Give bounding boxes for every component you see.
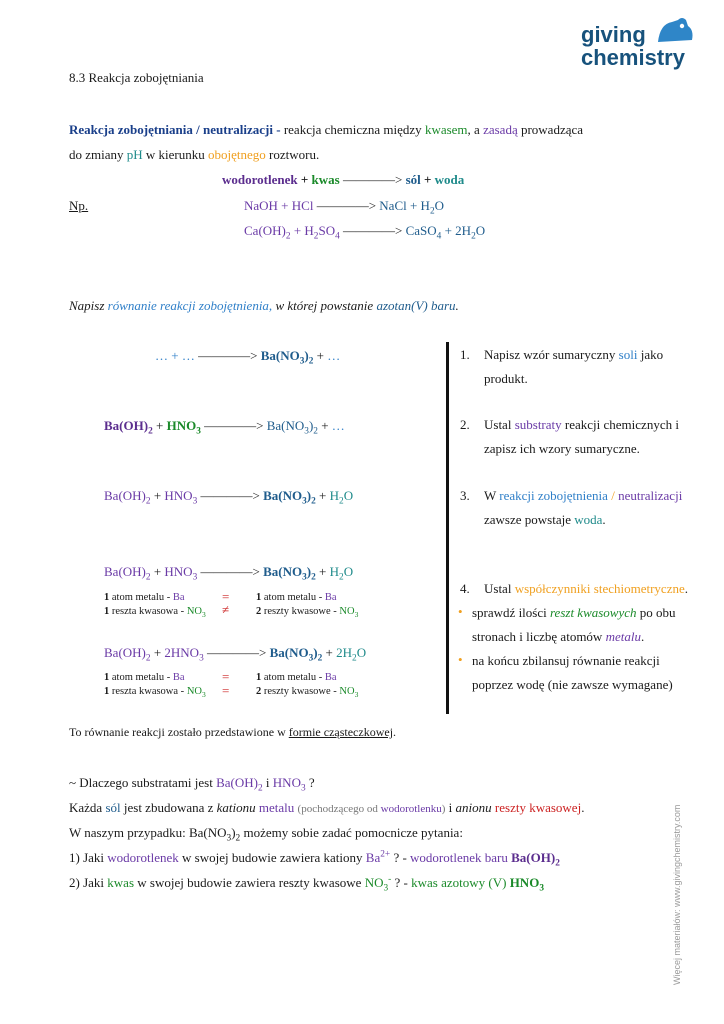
salt-structure-line: Każda sól jest zbudowana z kationu metalu (pochodzącego od wodorotlenku) i anionu reszty kwasowej.: [69, 800, 585, 815]
instruction-4-bullet-1-line-1: sprawdź ilości reszt kwasowych po obu: [472, 605, 676, 620]
instruction-1-line-2: produkt.: [484, 371, 528, 386]
step4b-atom-left: 1 atom metalu - Ba: [104, 672, 185, 683]
task-text: Napisz równanie reakcji zobojętnienia, w której powstanie azotan(V) baru.: [69, 298, 459, 313]
step4b-equal-sign-2: =: [222, 683, 230, 698]
question-1-line: 1) Jaki wodorotlenek w swojej budowie zawiera kationy $Ba^{2+}$ ? - wodorotlenek baru $Ba(OH)_2$: [69, 849, 560, 869]
step4a-notequal-sign: ≠: [222, 602, 230, 617]
scheme-sol: sól: [405, 172, 421, 187]
instruction-4-bullet-2-line-2: poprzez wodę (nie zawsze wymagane): [472, 677, 673, 692]
step4a-atom-right: 1 atom metalu - Ba: [256, 592, 337, 603]
eq2-arrow: ————>: [343, 223, 403, 238]
step4b-atom-right: 1 atom metalu - Ba: [256, 672, 337, 683]
step2-equation: $Ba(OH)_2 + HNO_3$ ————> $Ba(NO_3)_2$ + …: [104, 418, 345, 437]
section-title: 8.3 Reakcja zobojętniania: [69, 70, 204, 85]
instruction-3-line-1: W reakcji zobojętnienia / neutralizacji: [484, 488, 683, 503]
definition-line-1: [69, 122, 583, 138]
molecular-form-note: To równanie reakcji zostało przedstawione w formie cząsteczkowej.: [69, 725, 397, 739]
logo-chemistry: chemistry: [581, 45, 685, 70]
our-case-line: W naszym przypadku: $Ba(NO_3)_2$ możemy sobie zadać pomocnicze pytania:: [69, 825, 463, 844]
step4b-residue-right: 2 reszty kwasowe - $NO_3$: [256, 686, 359, 700]
scheme-kwas: kwas: [311, 172, 340, 187]
definition-text-3: do zmiany: [69, 147, 124, 162]
scheme-wodorotlenek: wodorotlenek: [222, 172, 298, 187]
step4b-equal-sign-1: =: [222, 669, 230, 684]
definition-term: Reakcja zobojętniania / neutralizacji -: [69, 122, 281, 137]
logo-giving: giving: [581, 22, 646, 47]
instruction-4-line-1: Ustal współczynniki stechiometryczne.: [484, 581, 688, 596]
instruction-2-num: 2.: [460, 417, 470, 432]
scheme-plus: +: [300, 172, 309, 187]
definition-sep: , a: [467, 122, 480, 137]
scheme-woda: woda: [434, 172, 465, 187]
definition-text-4: w kierunku: [145, 147, 205, 162]
step4b-residue-left: 1 reszta kwasowa - $NO_3$: [104, 686, 206, 700]
step4b-equation: $Ba(OH)_2 + 2HNO_3$ ————> $Ba(NO_3)_2 + 2H_2O$: [104, 645, 367, 664]
step4a-equation: $Ba(OH)_2 + HNO_3$ ————> $Ba(NO_3)_2 + H_2O$: [104, 564, 354, 583]
step1-equation: … + … ————> $Ba(NO_3)_2$ + …: [155, 348, 341, 367]
word-kwasem: kwasem: [424, 122, 468, 137]
question-line: ~ Dlaczego substratami jest $Ba(OH)_2$ i $HNO_3$ ?: [69, 775, 315, 794]
instruction-2-line-1: Ustal substraty reakcji chemicznych i: [484, 417, 679, 432]
instruction-4-bullet-1-line-2: stronach i liczbę atomów metalu.: [472, 629, 645, 644]
eq2-right: CaSO$_4$ + $2H_2O$: [405, 223, 486, 242]
question-2-line: 2) Jaki kwas w swojej budowie zawiera reszty kwasowe $NO_3^-$ ? - kwas azotowy (V) $HNO_3$: [69, 874, 544, 894]
scheme-arrow: ————>: [342, 172, 403, 187]
word-zasada: zasadą: [483, 122, 518, 137]
step4a-residue-left: 1 reszta kwasowa - $NO_3$: [104, 606, 206, 620]
watermark-text: Więcej materiałów: www.givingchemistry.com: [672, 804, 682, 985]
task-reaction: równanie reakcji zobojętnienia,: [107, 298, 273, 313]
word-obojetnego: obojętnego: [208, 147, 266, 162]
task-salt: azotan(V) baru: [376, 298, 456, 313]
bullet-1: •: [458, 604, 463, 619]
general-scheme: [222, 172, 464, 188]
eq1-left: NaOH + HCl: [244, 198, 314, 213]
instruction-1-num: 1.: [460, 347, 470, 362]
definition-text-1: reakcja chemiczna między: [283, 122, 422, 137]
instruction-4-num: 4.: [460, 581, 470, 596]
scheme-plus-2: +: [423, 172, 432, 187]
instruction-3-num: 3.: [460, 488, 470, 503]
example-equation-2: [244, 223, 486, 242]
instruction-2-line-2: zapisz ich wzory sumaryczne.: [484, 441, 640, 456]
eq2-left: $Ca(OH)_2 + H_2SO_4$: [244, 223, 340, 242]
definition-text-5: roztworu.: [269, 147, 320, 162]
eq1-right: NaCl + $H_2O$: [379, 198, 445, 217]
definition-line-2: [69, 147, 319, 163]
instruction-3-line-2: zawsze powstaje woda.: [484, 512, 606, 527]
word-ph: pH: [126, 147, 143, 162]
example-label: Np.: [69, 198, 89, 213]
step4a-residue-right: 2 reszty kwasowe - $NO_3$: [256, 606, 359, 620]
flask-logo-icon: [652, 14, 696, 48]
vertical-divider: [446, 342, 449, 714]
example-equation-1: [244, 198, 445, 217]
step4a-atom-left: 1 atom metalu - Ba: [104, 592, 185, 603]
definition-text-2: prowadząca: [520, 122, 584, 137]
instruction-1-line-1: Napisz wzór sumaryczny soli jako: [484, 347, 664, 362]
instruction-4-bullet-2-line-1: na końcu zbilansuj równanie reakcji: [472, 653, 660, 668]
bullet-2: •: [458, 652, 463, 667]
eq1-arrow: ————>: [316, 198, 377, 213]
step3-equation: $Ba(OH)_2 + HNO_3$ ————> $Ba(NO_3)_2 + H_2O$: [104, 488, 354, 507]
step4a-equal-sign: =: [222, 589, 230, 604]
